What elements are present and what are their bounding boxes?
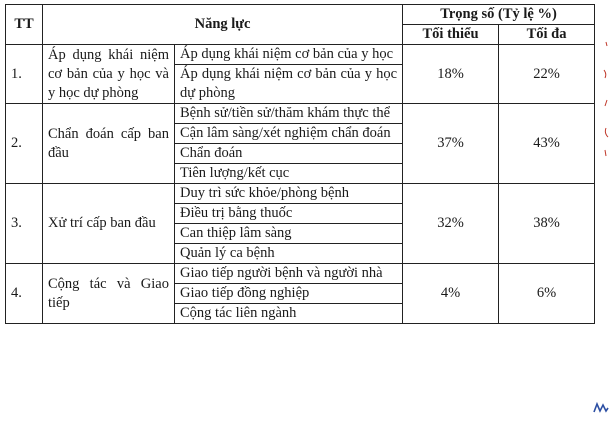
- competency-item: Giao tiếp đồng nghiệp: [175, 284, 403, 304]
- weight-min: 37%: [403, 104, 499, 184]
- signature-mark: [593, 402, 609, 417]
- weight-min: 32%: [403, 184, 499, 264]
- weight-min: 4%: [403, 264, 499, 324]
- column-header-max: Tối đa: [499, 25, 595, 45]
- group-number: 4.: [6, 264, 43, 324]
- competency-item: Can thiệp lâm sàng: [175, 224, 403, 244]
- competency-item: Duy trì sức khỏe/phòng bệnh: [175, 184, 403, 204]
- column-header-tt: TT: [6, 5, 43, 45]
- table-row: [6, 264, 595, 284]
- competency-item: Điều trị bằng thuốc: [175, 204, 403, 224]
- margin-handwriting-mark: [601, 40, 610, 160]
- competency-item: Quản lý ca bệnh: [175, 244, 403, 264]
- group-number: 1.: [6, 45, 43, 104]
- competency-item: Áp dụng khái niệm cơ bản của y học dự phòng: [175, 65, 403, 104]
- table-row: [6, 45, 595, 65]
- competency-item: Chẩn đoán: [175, 144, 403, 164]
- competency-item: Áp dụng khái niệm cơ bản của y học: [175, 45, 403, 65]
- weight-max: 38%: [499, 184, 595, 264]
- column-header-competency: Năng lực: [43, 5, 403, 45]
- competency-item: Cận lâm sàng/xét nghiệm chẩn đoán: [175, 124, 403, 144]
- table-row: [6, 104, 595, 124]
- column-header-min: Tối thiểu: [403, 25, 499, 45]
- weight-max: 43%: [499, 104, 595, 184]
- group-name: Xử trí cấp ban đầu: [43, 184, 175, 264]
- competency-item: Tiên lượng/kết cục: [175, 164, 403, 184]
- competency-item: Cộng tác liên ngành: [175, 304, 403, 324]
- competency-item: Giao tiếp người bệnh và người nhà: [175, 264, 403, 284]
- weight-max: 22%: [499, 45, 595, 104]
- competency-item: Bệnh sử/tiền sử/thăm khám thực thể: [175, 104, 403, 124]
- red-ink-scribble-icon: [601, 40, 610, 160]
- competency-weight-table: [5, 4, 595, 324]
- table-row: [6, 184, 595, 204]
- group-number: 3.: [6, 184, 43, 264]
- group-name: Áp dụng khái niệm cơ bản của y học và y học dự phòng: [43, 45, 175, 104]
- weight-max: 6%: [499, 264, 595, 324]
- group-name: Cộng tác và Giao tiếp: [43, 264, 175, 324]
- group-name: Chẩn đoán cấp ban đầu: [43, 104, 175, 184]
- weight-min: 18%: [403, 45, 499, 104]
- column-header-weight: Trọng số (Tỷ lệ %): [403, 5, 595, 25]
- signature-icon: [593, 402, 609, 414]
- group-number: 2.: [6, 104, 43, 184]
